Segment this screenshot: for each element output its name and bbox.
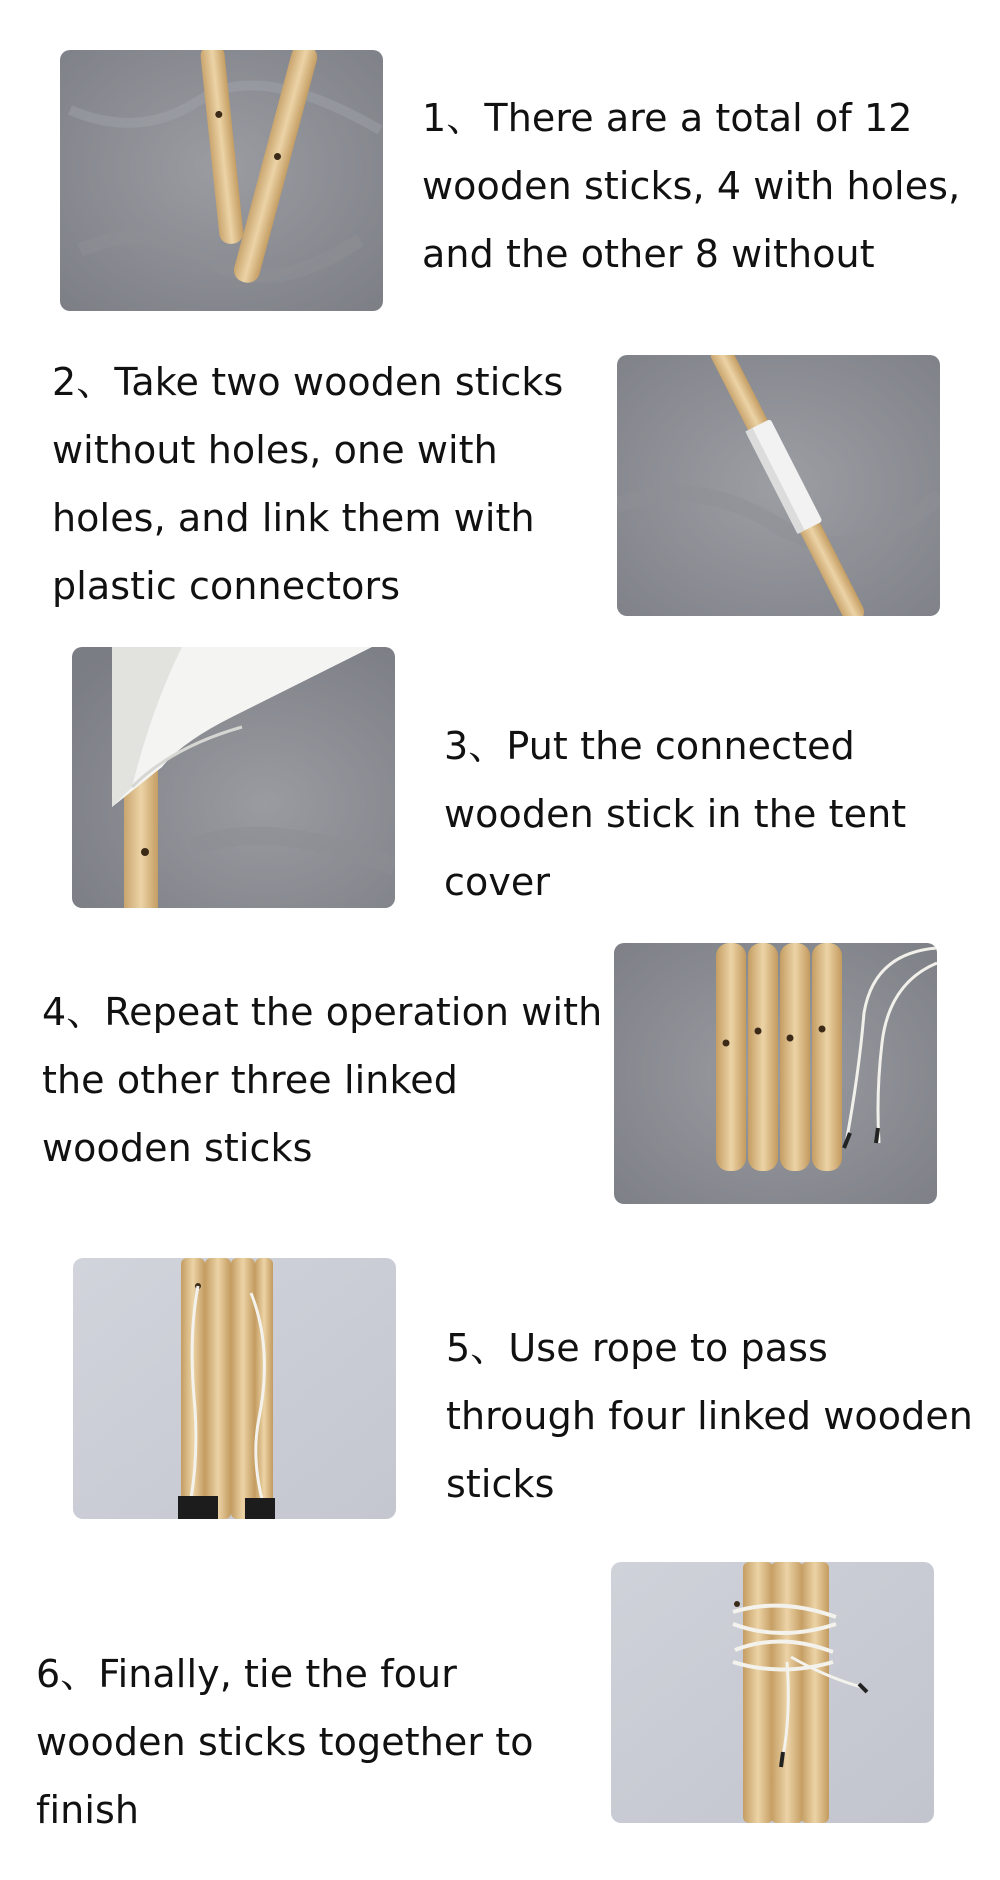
step-1-text: 1、There are a total of 12 wooden sticks, 4 with holes, and the other 8 without: [422, 96, 961, 276]
step-2-photo: [617, 355, 940, 616]
step-1-photo: [60, 50, 383, 311]
step-4-photo: [614, 943, 937, 1204]
step-4-text: 4、Repeat the operation with the other three linked wooden sticks: [42, 990, 603, 1170]
step-2-text: 2、Take two wooden sticks without holes, one with holes, and link them with plastic connectors: [52, 360, 564, 608]
tent-cover-image: [72, 647, 395, 908]
step-5-text: 5、Use rope to pass through four linked wooden sticks: [446, 1326, 973, 1506]
four-sticks-rope-image: [614, 943, 937, 1204]
rope-through-sticks-image: [73, 1258, 396, 1519]
wooden-sticks-image: [60, 50, 383, 311]
step-6-text: 6、Finally, tie the four wooden sticks together to finish: [36, 1652, 534, 1832]
step-3-text: 3、Put the connected wooden stick in the tent cover: [444, 724, 907, 904]
step-3-photo: [72, 647, 395, 908]
step-5-photo: [73, 1258, 396, 1519]
step-6-photo: [611, 1562, 934, 1823]
connector-stick-image: [617, 355, 940, 616]
sticks-tied-image: [611, 1562, 934, 1823]
